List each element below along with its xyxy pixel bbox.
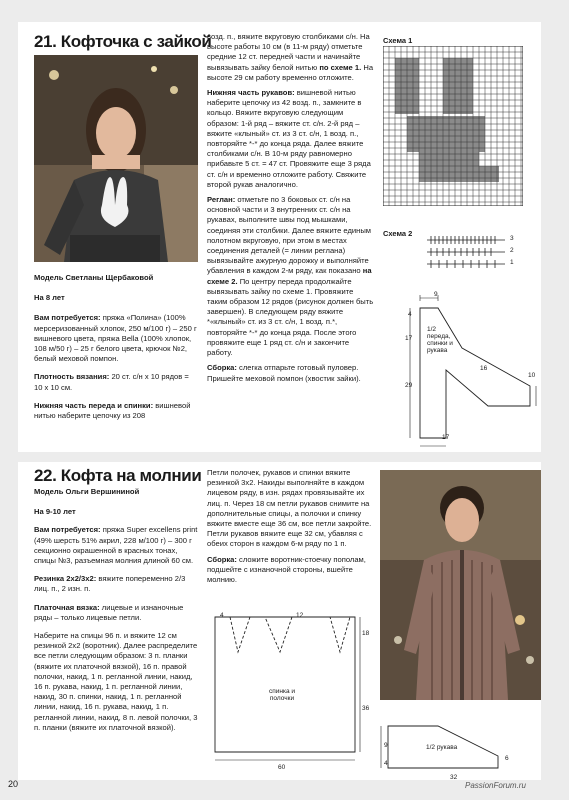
- pattern-2-dim-18: 18: [362, 630, 370, 637]
- article-1-title: 21. Кофточка с зайкой: [34, 32, 212, 51]
- density-text: 20 ст. с/н х 10 рядов = 10 х 10 см.: [34, 372, 189, 392]
- cast-on-text: Наберите на спицы 96 п. и вяжите 12 см резинкой 2х2 (воротник). Далее распределите все петли следующим образом: 3 п. планки (вяжите их платочной вязкой), 16 п. правой полочки, накид, 1 п. регланной линии, накид, 16 п. рукава, накид, 1 п. регланной линии, накид, 30 п. спинки, накид, 1 п. регланной линии, накид, 16 п. рукава, накид, 1 п. регланной линии, накид, 8 п. левой полочки, 3 п. планки (вяжите их платочной вязкой).: [34, 631, 198, 732]
- pattern-2-dim-12: 12: [296, 612, 304, 619]
- density-label: Плотность вязания:: [34, 372, 110, 382]
- raglan-label: Реглан:: [207, 195, 236, 205]
- col2-p1-end: На высоте 29 см работу временно отложите.: [207, 62, 374, 82]
- scheme-2-row-3: 3: [510, 235, 514, 242]
- scheme-2-row-2: 2: [510, 247, 514, 254]
- article-2-title: 22. Кофта на молнии: [34, 466, 202, 485]
- raglan-bold: на схеме 2.: [207, 266, 372, 286]
- raglan-end: По центру переда продолжайте вывязывать зайку по схеме 1. Провяжите таким образом 12 рядов (рисунок должен быть завершен). В следующем ряду вяжите *«клыный» ст. из 3 ст. с/н, 1 возд. п.*, повторяйте *-* до конца ряда. После этого провяжите еще 1 ряд ст. с/н и закончите работу.: [207, 276, 374, 358]
- pattern-2-label: спинка и полочки: [268, 688, 296, 702]
- girl-photo: [34, 55, 198, 262]
- sleeves-text: вишневой нитью наберите цепочку из 42 возд. п., замкните в кольцо. Вяжите вкруговую следующим образом: 1-й ряд – вяжите ст. с/н. 2-й ряд – вяжите «клыный» ст. из 3 ст. с/н, 1 возд. п., повторяйте *-* до конца ряда. Далее вяжите столбиками с/н. В 10-м ряду равномерно прибавьте 5 ст. = 47 ст. Провяжите еще 3 ряда ст. с/н и временно отложите работу. Свяжите второй рукав аналогично.: [207, 88, 371, 189]
- article-1-col1: [34, 273, 198, 426]
- scheme-2-row-1: 1: [510, 259, 514, 266]
- article-2-model: Модель Ольги Вершининой: [34, 487, 140, 496]
- boy-photo: [380, 470, 541, 700]
- a2-materials-label: Вам потребуется:: [34, 525, 101, 535]
- pattern-1-dim-16: 16: [480, 365, 488, 372]
- article-2-col2: [207, 468, 375, 590]
- article-2-col1: [34, 487, 198, 738]
- sleeve-dim-32: 32: [450, 774, 458, 781]
- col2-p1-bold: по схеме 1.: [319, 62, 362, 72]
- pattern-1-dim-9: 9: [434, 291, 438, 298]
- watermark: PassionForum.ru: [465, 781, 526, 790]
- assembly-label: Сборка:: [207, 363, 237, 373]
- sleeves-label: Нижняя часть рукавов:: [207, 88, 295, 98]
- scheme-1-label: Схема 1: [383, 36, 413, 45]
- article-1-model: Модель Светланы Щербаковой: [34, 273, 154, 282]
- sleeve-label: 1/2 рукава: [426, 744, 458, 751]
- rib-label: Резинка 2х2/3х2:: [34, 574, 97, 584]
- pattern-1-dim-17b: 17: [442, 434, 450, 441]
- sleeve-dim-6: 6: [505, 755, 509, 762]
- sleeve-diagram: [378, 716, 538, 776]
- article-1-age: На 8 лет: [34, 293, 65, 303]
- pattern-1-dim-10: 10: [528, 372, 536, 379]
- pattern-1-dim-17a: 17: [405, 335, 413, 342]
- scheme-1-grid: [383, 46, 523, 206]
- pattern-1-diagram: [400, 290, 540, 450]
- assembly-text: слегка отпарьте готовый пуловер. Пришейте меховой помпон (хвостик зайки).: [207, 363, 361, 383]
- front-text: вишневой нитью наберите цепочку из 208: [34, 400, 191, 421]
- plain-text: лицевые и изнаночные ряды – только лицевые петли.: [34, 602, 184, 622]
- plain-label: Платочная вязка:: [34, 602, 100, 612]
- page-number: 20: [8, 779, 19, 789]
- pattern-2-dim-60: 60: [278, 764, 286, 771]
- scheme-2-label: Схема 2: [383, 229, 413, 238]
- pattern-1-dim-29: 29: [405, 382, 413, 389]
- rib-text: вяжите попеременно 2/3 лиц. п., 2 изн. п.: [34, 574, 186, 594]
- scheme-2-symbols: [425, 232, 507, 272]
- raglan-text: отметьте по 3 боковых ст. с/н на основной части и 3 внутренних ст. с/н на рукавах, выполните швы под мышками, соединяя эти столбики. Далее вяжите единым полотном вкруговую, при этом в местах соединения деталей (= линии реглана) вывязывайте ажурную дорожку и выполняйте убавления в каждом 2-м ряду, как показано: [207, 195, 372, 276]
- col2-p1: возд. п., вяжите вкруговую столбиками с/н. На высоте работы 10 см (в 11-м ряду) отметьте средние 12 ст. передней части и начинайте вывязывать зайку белой нитью: [207, 32, 370, 72]
- sleeve-dim-4: 4: [384, 760, 388, 767]
- article-2-age: На 9-10 лет: [34, 507, 76, 517]
- sleeve-dim-9: 9: [384, 742, 388, 749]
- a2-col2-text: Петли полочек, рукавов и спинки вяжите резинкой 3х2. Накиды выполняйте в каждом лицевом ряду, в изн. рядах провязывайте их лиц. п. Через 18 см петли рукавов снимите на дополнительные спицы, а полочки и спинку вяжите вместе еще 36 см, все петли закройте. Петли рукавов вяжите еще 32 см, убавляя с обеих сторон в каждом 6-м ряду по 1 п.: [207, 468, 372, 549]
- pattern-2-dim-36: 36: [362, 705, 370, 712]
- materials-text: пряжа «Полина» (100% мерсеризованный хлопок, 250 м/100 г) – 250 г вишневого цвета, пряжа Bella (100% хлопок, 108 м/50 г) – 25 г белого цвета, крючок №2, белый меховой помпон.: [34, 313, 197, 364]
- a2-assembly-text: сложите воротник-стоечку пополам, подшейте с изнаночной стороны, вшейте молнию.: [207, 554, 366, 585]
- a2-assembly-label: Сборка:: [207, 554, 237, 564]
- materials-label: Вам потребуется:: [34, 313, 101, 323]
- pattern-2-dim-4: 4: [220, 612, 224, 619]
- pattern-1-label: 1/2 переда, спинки и рукава: [427, 326, 453, 354]
- article-1-col2: [207, 32, 375, 389]
- a2-materials-text: пряжа Super excellens print (49% шерсть 51% акрил, 228 м/100 г) – 300 г секционно окрашенной в красных тонах, спицы №3, разъемная молния длиной 60 см.: [34, 525, 198, 566]
- pattern-1-dim-4: 4: [408, 311, 412, 318]
- front-label: Нижняя часть переда и спинки:: [34, 400, 154, 410]
